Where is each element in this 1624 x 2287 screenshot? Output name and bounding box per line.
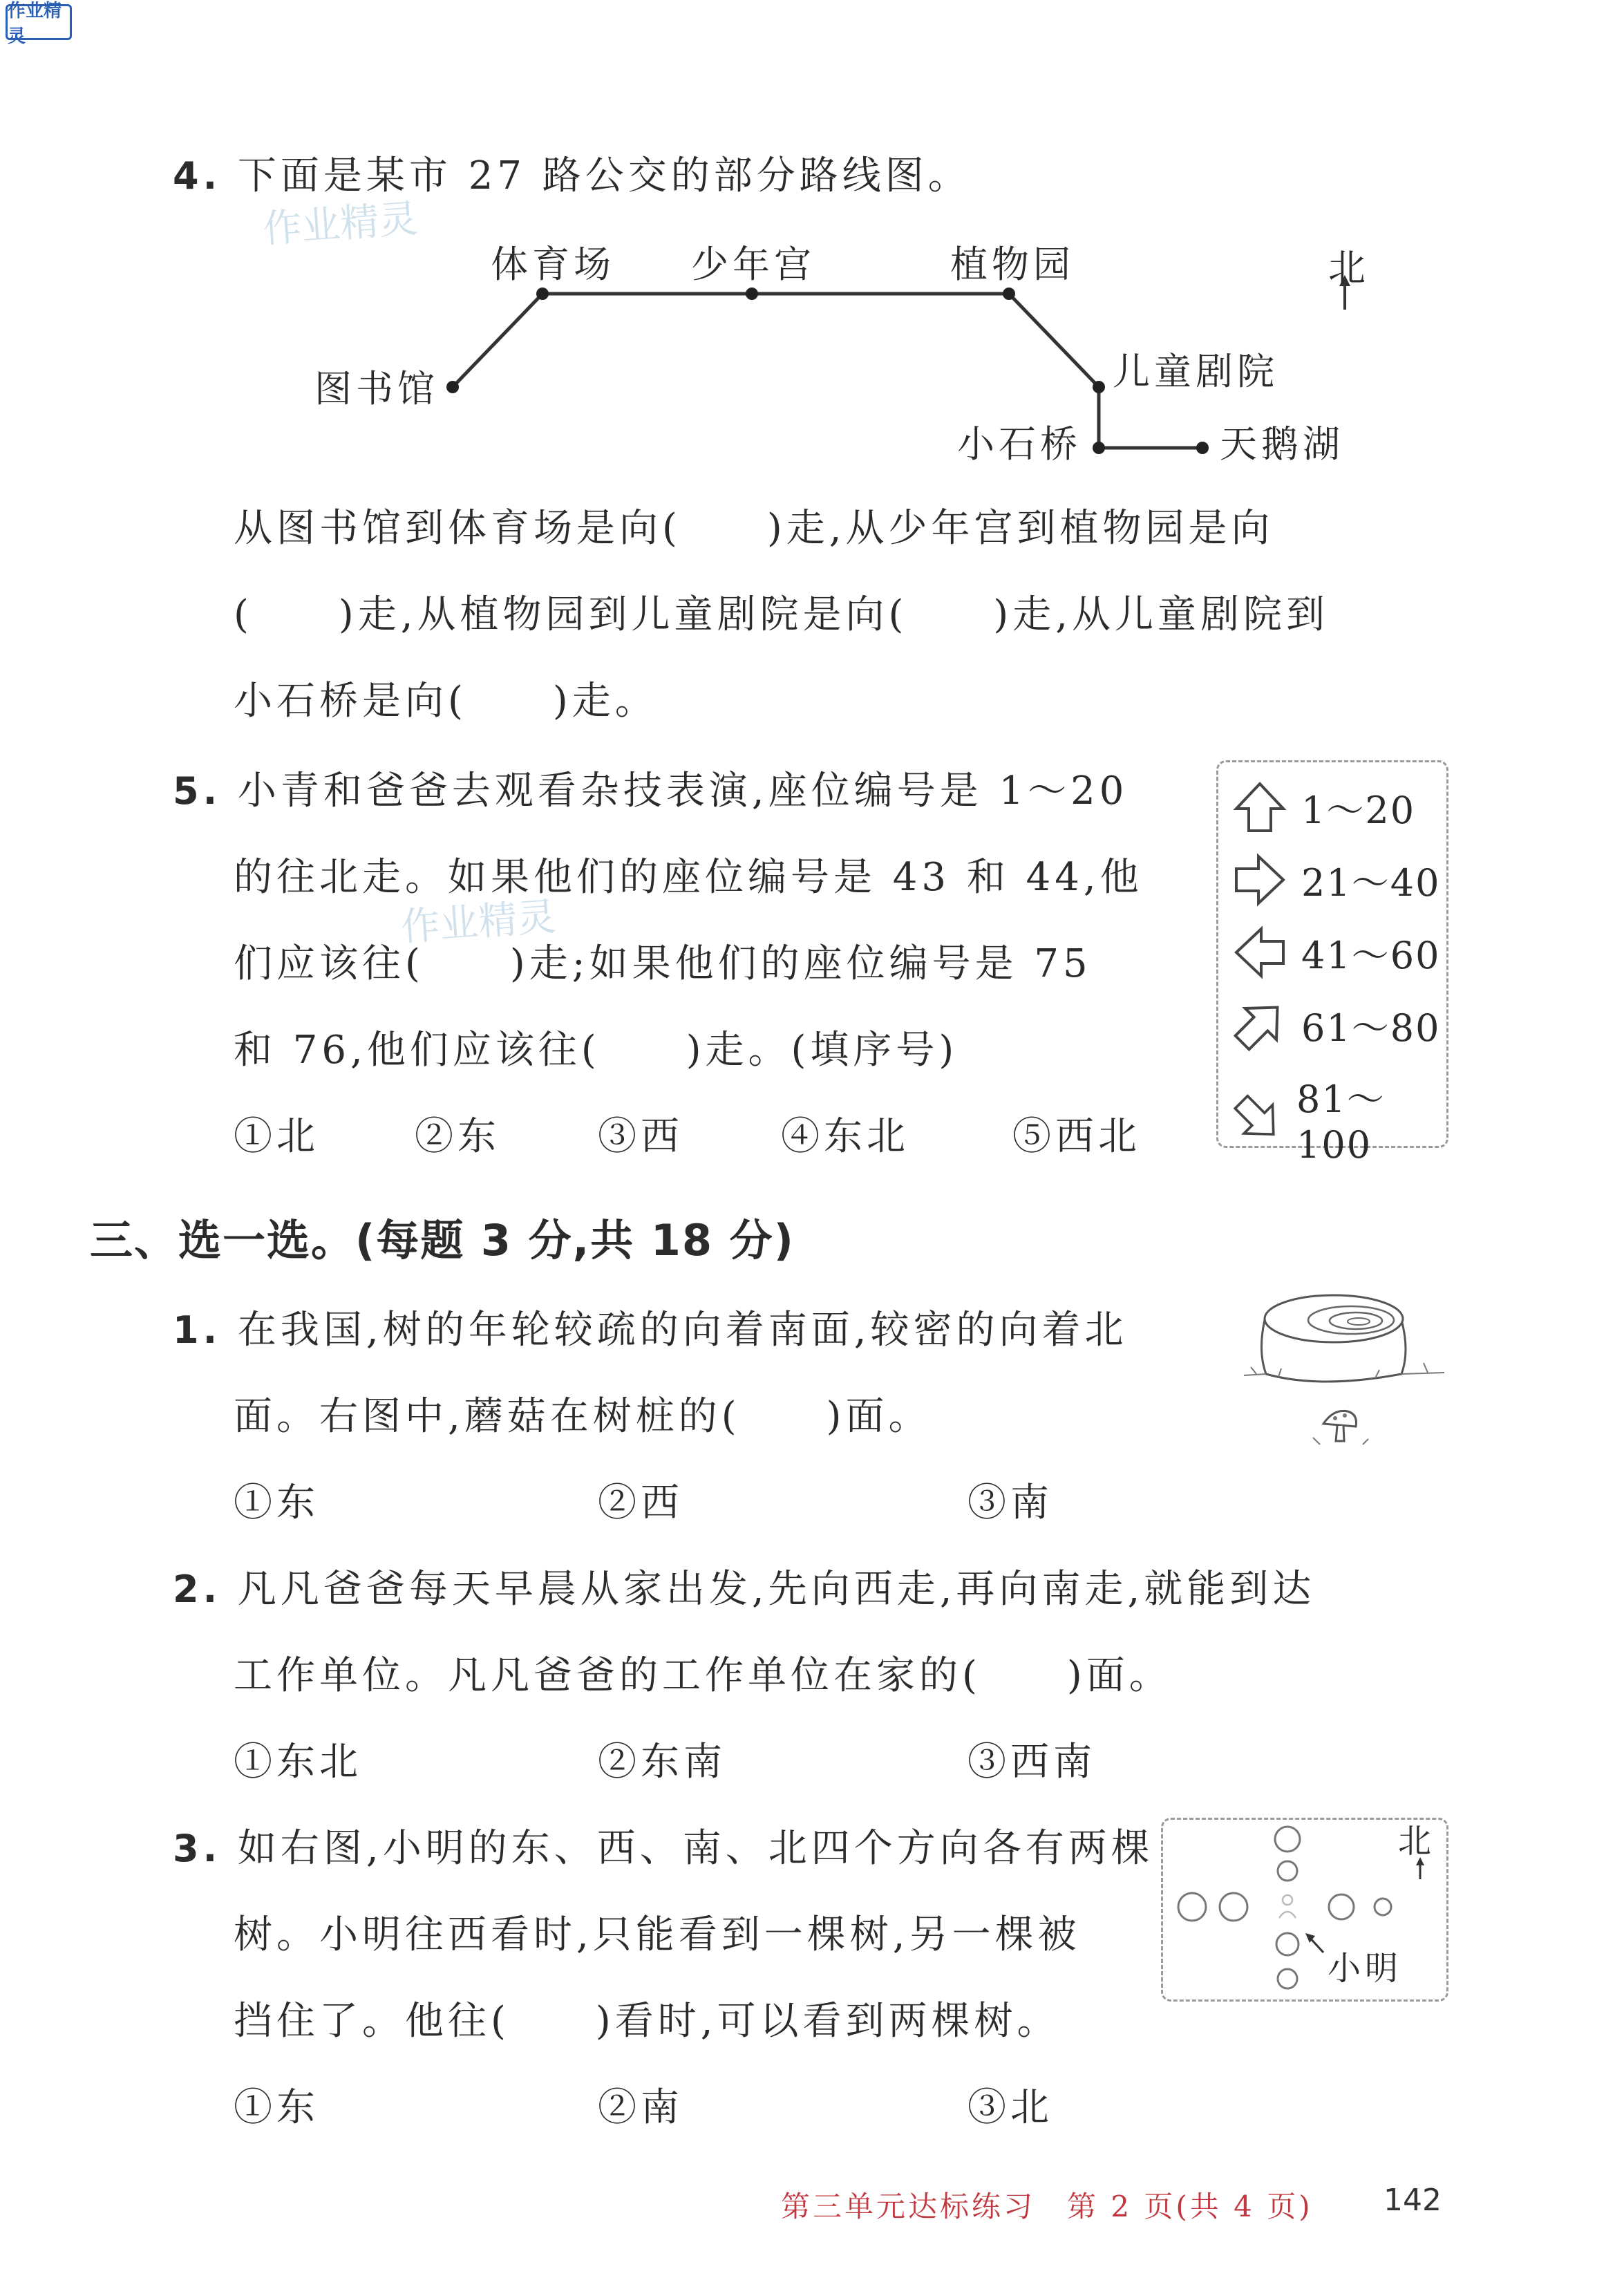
legend-row bbox=[1232, 1070, 1446, 1167]
southeast-arrow-icon bbox=[1232, 1091, 1283, 1146]
north-label: 北 bbox=[1398, 1822, 1436, 1861]
question-number: 5. bbox=[173, 769, 222, 813]
logo: 作业精灵 bbox=[6, 4, 72, 40]
s1-option-2: ②西 bbox=[598, 1480, 683, 1525]
stop-theater: 儿童剧院 bbox=[1113, 350, 1278, 393]
legend-label: 61～80 bbox=[1301, 1006, 1441, 1050]
question-text: 凡凡爸爸每天早晨从家出发,先向西走,再向南走,就能到达 bbox=[237, 1567, 1316, 1612]
question-number: 1. bbox=[173, 1308, 222, 1352]
tree-east-near bbox=[1329, 1894, 1354, 1919]
legend-row bbox=[1232, 925, 1440, 980]
stop-library: 图书馆 bbox=[314, 367, 439, 411]
stop-botanical: 植物园 bbox=[950, 243, 1075, 286]
section-title: 三、选一选。(每题 3 分,共 18 分) bbox=[90, 1215, 795, 1265]
stop-bridge: 小石桥 bbox=[957, 422, 1082, 466]
seat-legend-box bbox=[1216, 760, 1448, 1167]
person-head bbox=[1283, 1895, 1292, 1905]
s3-line-2: 树。小明往西看时,只能看到一棵树,另一棵被 bbox=[234, 1912, 1081, 1957]
stop-youth-palace: 少年宫 bbox=[691, 243, 815, 286]
question-text: 小青和爸爸去观看杂技表演,座位编号是 1～20 bbox=[237, 769, 1129, 813]
question-number: 4. bbox=[173, 154, 222, 198]
left-arrow-icon bbox=[1232, 925, 1287, 980]
footer-text: 第三单元达标练习 第 2 页(共 4 页) bbox=[781, 2190, 1313, 2223]
watermark: 作业精灵 bbox=[399, 894, 558, 950]
question-text: 在我国,树的年轮较疏的向着南面,较密的向着北 bbox=[237, 1308, 1128, 1353]
q4-line-2: ( )走,从植物园到儿童剧院是向( )走,从儿童剧院到 bbox=[234, 592, 1329, 637]
stop-dot-theater bbox=[1093, 381, 1105, 393]
legend-row bbox=[1232, 997, 1440, 1053]
s3-option-3: ③北 bbox=[967, 2085, 1053, 2130]
s2-option-2: ②东南 bbox=[598, 1740, 726, 1785]
s2-option-3: ③西南 bbox=[967, 1740, 1096, 1785]
s1-option-3: ③南 bbox=[967, 1480, 1053, 1525]
s3-line-1 bbox=[173, 1818, 1154, 1873]
question-text: 下面是某市 27 路公交的部分路线图。 bbox=[237, 153, 971, 198]
tree-west-near bbox=[1220, 1893, 1247, 1921]
stop-dot-bridge bbox=[1093, 442, 1105, 454]
legend-row bbox=[1232, 852, 1440, 907]
s2-line-2: 工作单位。凡凡爸爸的工作单位在家的( )面。 bbox=[234, 1653, 1172, 1698]
tree-layout-box bbox=[1161, 1818, 1448, 2002]
q5-option-1: ①北 bbox=[234, 1114, 319, 1159]
q5-option-5: ⑤西北 bbox=[1012, 1114, 1141, 1159]
tree-south-far bbox=[1278, 1969, 1297, 1988]
s1-line-2: 面。右图中,蘑菇在树桩的( )面。 bbox=[234, 1394, 932, 1439]
stop-dot-botanical bbox=[1003, 288, 1015, 300]
q4-line-3: 小石桥是向( )走。 bbox=[234, 679, 658, 724]
right-arrow-icon bbox=[1232, 852, 1287, 907]
person-label: 小明 bbox=[1328, 1949, 1403, 1988]
s2-line-1 bbox=[173, 1559, 1315, 1614]
q4-line-1: 从图书馆到体育场是向( )走,从少年宫到植物园是向 bbox=[234, 506, 1274, 551]
legend-label: 1～20 bbox=[1301, 788, 1416, 832]
stop-swan-lake: 天鹅湖 bbox=[1220, 422, 1344, 466]
q5-line-2: 的往北走。如果他们的座位编号是 43 和 44,他 bbox=[234, 855, 1143, 900]
tree-east-far bbox=[1375, 1899, 1391, 1915]
north-label: 北 bbox=[1328, 246, 1370, 290]
tree-west-far bbox=[1178, 1893, 1206, 1921]
q5-line-3: 们应该往( )走;如果他们的座位编号是 75 bbox=[234, 941, 1092, 986]
s1-line-1 bbox=[173, 1299, 1128, 1355]
northeast-arrow-icon bbox=[1232, 997, 1287, 1053]
tree-north-near bbox=[1278, 1861, 1297, 1881]
question-number: 2. bbox=[173, 1568, 222, 1611]
up-arrow-icon bbox=[1232, 780, 1287, 835]
s3-line-3: 挡住了。他往( )看时,可以看到两棵树。 bbox=[234, 1999, 1060, 2044]
legend-label: 81～100 bbox=[1296, 1077, 1386, 1167]
q5-line-4: 和 76,他们应该往( )走。(填序号) bbox=[234, 1028, 959, 1073]
s1-option-1: ①东 bbox=[234, 1480, 319, 1525]
s3-option-2: ②南 bbox=[598, 2085, 683, 2130]
s3-option-1: ①东 bbox=[234, 2085, 319, 2130]
stop-dot-youth-palace bbox=[746, 288, 758, 300]
s2-option-1: ①东北 bbox=[234, 1740, 362, 1785]
q5-line-1 bbox=[173, 760, 1128, 816]
tree-stump-illustration bbox=[1237, 1286, 1458, 1451]
q5-option-3: ③西 bbox=[598, 1114, 683, 1159]
stop-dot-swan-lake bbox=[1196, 442, 1209, 454]
tree-south-near bbox=[1276, 1933, 1299, 1955]
stop-dot-stadium bbox=[536, 288, 549, 300]
stop-dot-library bbox=[446, 381, 459, 393]
question-text: 如右图,小明的东、西、南、北四个方向各有两棵 bbox=[237, 1826, 1154, 1871]
q5-option-2: ②东 bbox=[415, 1114, 500, 1159]
question-number: 3. bbox=[173, 1827, 222, 1870]
q5-option-4: ④东北 bbox=[781, 1114, 909, 1159]
stop-stadium: 体育场 bbox=[491, 243, 615, 286]
legend-label: 21～40 bbox=[1301, 860, 1441, 905]
watermark: 作业精灵 bbox=[261, 196, 419, 252]
page-number: 142 bbox=[1384, 2183, 1442, 2218]
tree-north-far bbox=[1275, 1827, 1300, 1852]
legend-row bbox=[1232, 780, 1415, 835]
legend-label: 41～60 bbox=[1301, 933, 1441, 977]
